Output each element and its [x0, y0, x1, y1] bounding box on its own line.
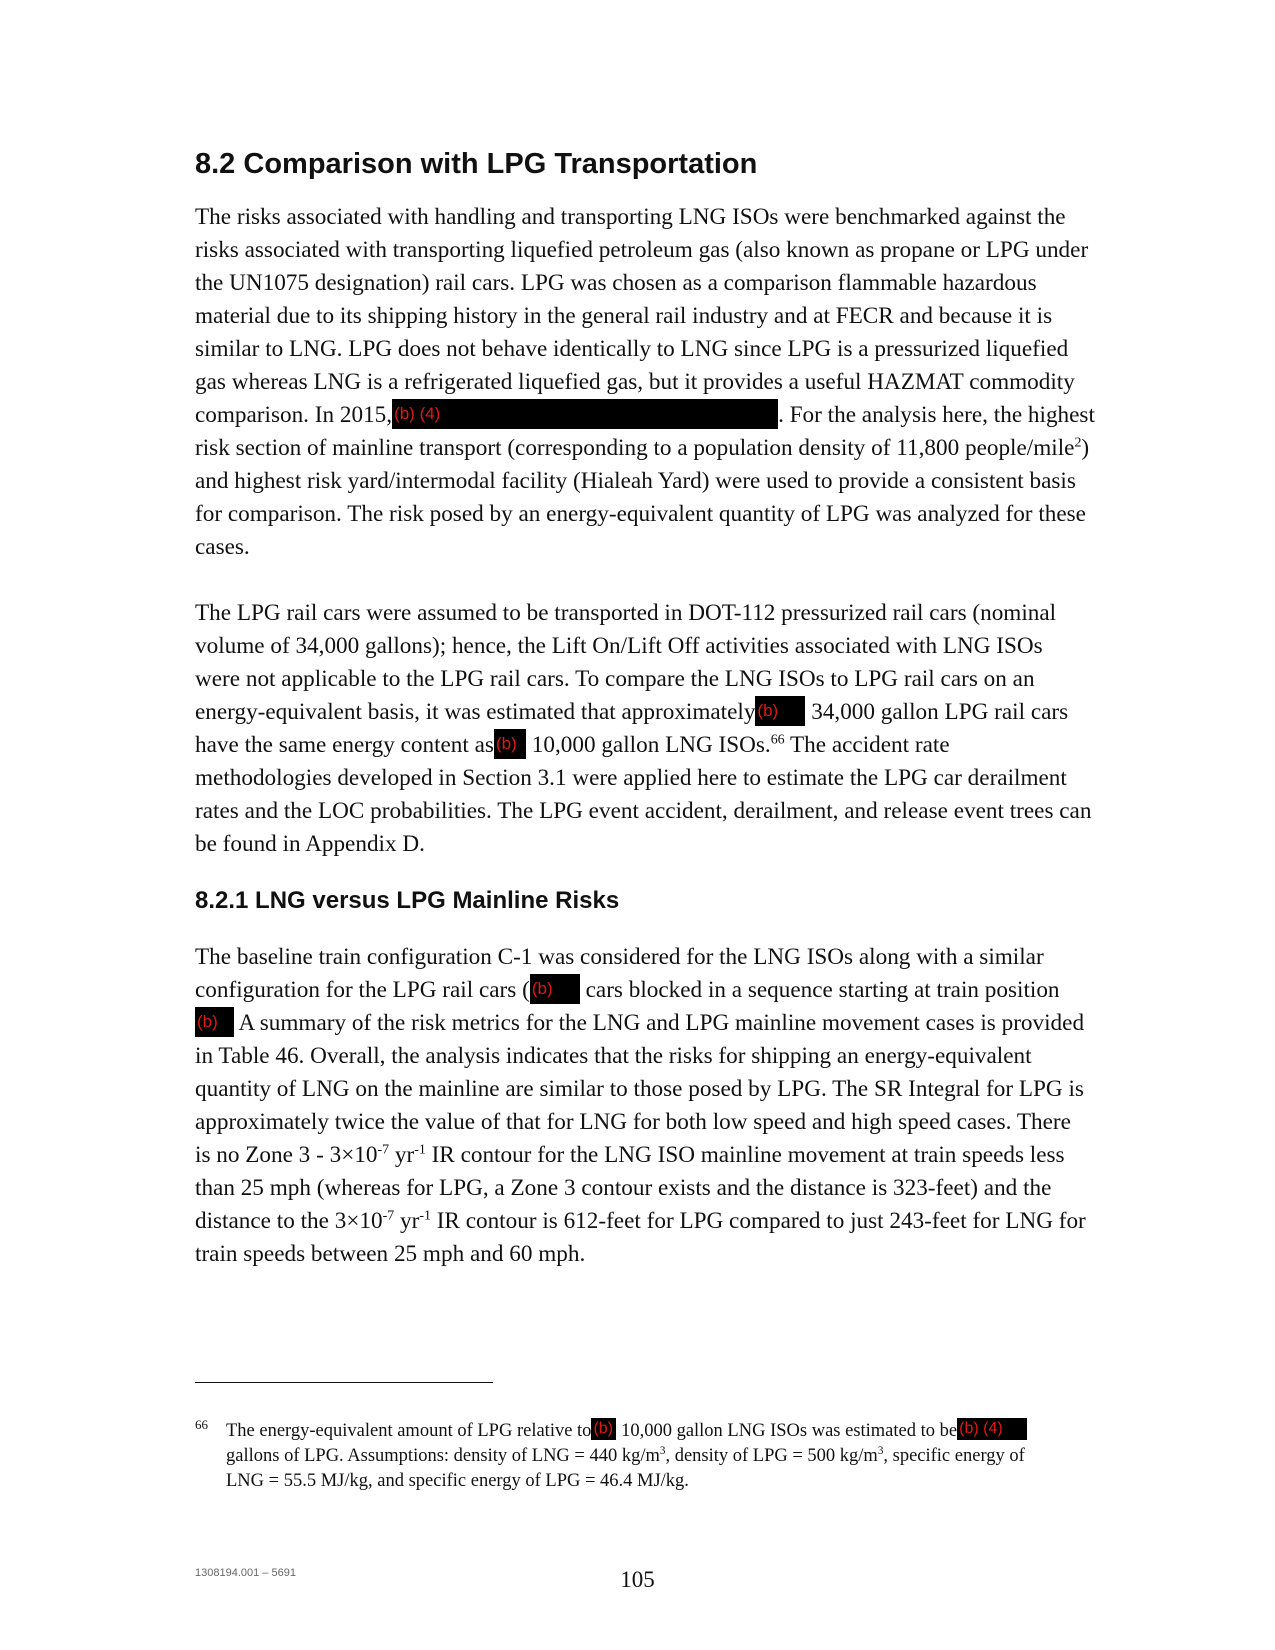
text-fragment: comparison. In 2015,	[195, 402, 393, 428]
redaction-box: (b)	[494, 729, 526, 759]
superscript: -7	[382, 1208, 395, 1224]
text-line	[195, 729, 1165, 762]
section-heading: 8.2 Comparison with LPG Transportation	[195, 148, 758, 180]
text-fragment: yr	[389, 1142, 415, 1168]
redaction-box: (b) (4)	[957, 1418, 1027, 1440]
text-fragment: 10,000 gallon LNG ISOs.	[525, 732, 771, 758]
section-paragraph-2	[195, 597, 1165, 861]
text-line: similar to LNG. LPG does not behave identically to LNG since LPG is a pressurized liquefied	[195, 336, 1069, 362]
text-line	[195, 974, 1165, 1007]
text-line: The LPG rail cars were assumed to be transported in DOT-112 pressurized rail cars (nominal	[195, 600, 1057, 626]
superscript: -1	[414, 1142, 426, 1158]
text-line: train speeds between 25 mph and 60 mph.	[195, 1241, 586, 1267]
superscript: -7	[377, 1142, 390, 1158]
text-fragment: energy-equivalent basis, it was estimated that approximately	[195, 699, 756, 725]
section-paragraph-1	[195, 201, 1165, 564]
text-line: were not applicable to the LPG rail cars. To compare the LNG ISOs to LPG rail cars on an	[195, 666, 1035, 692]
text-line: volume of 34,000 gallons); hence, the Lift On/Lift Off activities associated with LNG ISOs	[195, 633, 1043, 659]
text-fragment: . For the analysis here, the highest	[778, 402, 1095, 428]
superscript: 3	[659, 1444, 666, 1457]
text-line: methodologies developed in Section 3.1 were applied here to estimate the LPG car derailment	[195, 765, 1067, 791]
text-fragment: , density of LPG = 500 kg/m	[665, 1446, 878, 1466]
text-fragment: , specific energy of	[883, 1446, 1025, 1466]
text-fragment: gallons of LPG. Assumptions: density of LNG = 440 kg/m	[226, 1446, 660, 1466]
footnote-reference: 66	[770, 732, 785, 748]
text-line: The risks associated with handling and transporting LNG ISOs were benchmarked against the	[195, 204, 1066, 230]
text-line: the UN1075 designation) rail cars. LPG was chosen as a comparison flammable hazardous	[195, 270, 1037, 296]
text-fragment: The accident rate	[784, 732, 950, 758]
text-line: approximately twice the value of that for LNG for both low speed and high speed cases. There	[195, 1109, 1071, 1135]
text-fragment: IR contour is 612-feet for LPG compared to just 243-feet for LNG for	[430, 1208, 1086, 1234]
text-fragment: )	[1081, 435, 1090, 461]
footnote	[195, 1418, 1165, 1494]
text-line: in Table 46. Overall, the analysis indicates that the risks for shipping an energy-equivalent	[195, 1043, 1032, 1069]
footnote-line: LNG = 55.5 MJ/kg, and specific energy of LPG = 46.4 MJ/kg.	[226, 1471, 689, 1491]
text-fragment: distance to the 3×10	[195, 1208, 383, 1234]
text-fragment: 34,000 gallon LPG rail cars	[805, 699, 1069, 725]
text-line: and highest risk yard/intermodal facility (Hialeah Yard) were used to provide a consistent basis	[195, 468, 1076, 494]
text-line: The baseline train configuration C-1 was considered for the LNG ISOs along with a similar	[195, 944, 1044, 970]
redaction-box: (b)	[755, 696, 805, 726]
redaction-box: (b) (4)	[392, 399, 778, 429]
text-line: rates and the LOC probabilities. The LPG event accident, derailment, and release event trees can	[195, 798, 1092, 824]
text-fragment: is no Zone 3 - 3×10	[195, 1142, 378, 1168]
text-line	[195, 1139, 1165, 1172]
text-fragment: configuration for the LPG rail cars (	[195, 977, 530, 1003]
text-fragment: IR contour for the LNG ISO mainline movement at train speeds less	[425, 1142, 1065, 1168]
subsection-heading: 8.2.1 LNG versus LPG Mainline Risks	[195, 887, 620, 914]
text-line: gas whereas LNG is a refrigerated liquefied gas, but it provides a useful HAZMAT commodity	[195, 369, 1075, 395]
text-line: than 25 mph (whereas for LPG, a Zone 3 contour exists and the distance is 323-feet) and the	[195, 1175, 1052, 1201]
superscript: -1	[419, 1208, 431, 1224]
text-line: cases.	[195, 534, 250, 560]
text-line: for comparison. The risk posed by an energy-equivalent quantity of LPG was analyzed for these	[195, 501, 1086, 527]
footnote-body	[226, 1418, 1165, 1494]
text-line: material due to its shipping history in the general rail industry and at FECR and because it is	[195, 303, 1053, 329]
superscript: 3	[877, 1444, 884, 1457]
document-id: 1308194.001 – 5691	[195, 1567, 296, 1579]
redaction-box: (b)	[195, 1007, 234, 1037]
text-fragment: 10,000 gallon LNG ISOs was estimated to be	[616, 1421, 958, 1441]
footnote-line	[226, 1444, 1165, 1469]
text-fragment: yr	[394, 1208, 420, 1234]
text-line	[195, 399, 1165, 432]
text-fragment: cars blocked in a sequence starting at train position	[579, 977, 1060, 1003]
text-line: risks associated with transporting liquefied petroleum gas (also known as propane or LPG under	[195, 237, 1089, 263]
footnote-divider	[195, 1382, 493, 1383]
text-line	[195, 432, 1165, 465]
text-fragment: risk section of mainline transport (corresponding to a population density of 11,800 people/mile	[195, 435, 1075, 461]
page-number: 105	[620, 1567, 655, 1592]
redaction-box: (b)	[530, 974, 580, 1004]
text-line	[195, 1007, 1165, 1040]
redaction-box: (b)	[591, 1418, 616, 1440]
footnote-number: 66	[195, 1417, 208, 1432]
footnote-line	[226, 1418, 1165, 1444]
text-fragment: The energy-equivalent amount of LPG relative to	[226, 1421, 592, 1441]
text-fragment: A summary of the risk metrics for the LNG and LPG mainline movement cases is provided	[234, 1010, 1085, 1036]
text-line: be found in Appendix D.	[195, 831, 425, 857]
text-line: quantity of LNG on the mainline are similar to those posed by LPG. The SR Integral for LPG is	[195, 1076, 1084, 1102]
text-fragment: have the same energy content as	[195, 732, 494, 758]
superscript: 2	[1074, 435, 1082, 451]
subsection-paragraph	[195, 941, 1165, 1271]
text-line	[195, 1205, 1165, 1238]
text-line	[195, 696, 1165, 729]
